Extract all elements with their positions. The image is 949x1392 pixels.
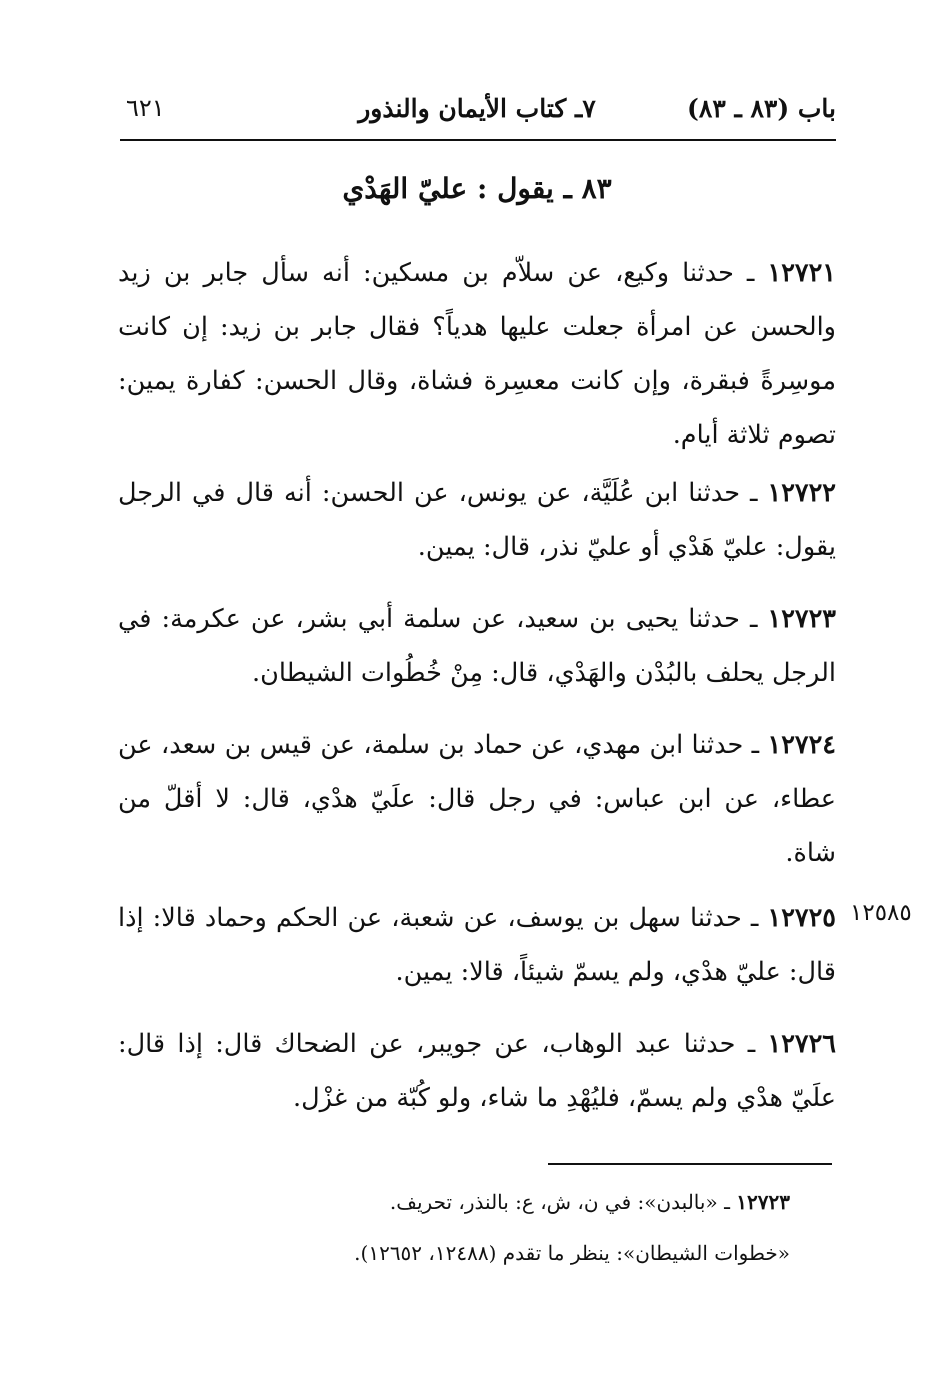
section-title: ٨٣ ـ يقول : عليّ الهَدْي (342, 172, 612, 205)
header-book-title: ٧ـ كتاب الأيمان والنذور (358, 94, 596, 123)
hadith-number: ١٢٧٢٤ (767, 730, 836, 760)
hadith-text: ـ حدثنا يحيى بن سعيد، عن سلمة أبي بشر، عن عكرمة: في الرجل يحلف بالبُدْن والهَدْي، قال: مِنْ خُطُوات الشيطان. (118, 604, 836, 688)
footnote-text: «خطوات الشيطان»: ينظر ما تقدم (١٢٤٨٨، ١٢٦٥٢). (354, 1241, 790, 1265)
footnote (200, 1190, 790, 1214)
footnote-rule (548, 1163, 832, 1165)
hadith-number: ١٢٧٢٣ (767, 604, 836, 634)
hadith-text: ـ حدثنا وكيع، عن سلاّم بن مسكين: أنه سأل جابر بن زيد والحسن عن امرأة جعلت عليها هدياً؟ فقال جابر بن زيد: إن كانت موسِرةً فبقرة، وإن كانت معسِرة فشاة، وقال الحسن: كفارة يمين: تصوم ثلاثة أيام. (118, 258, 836, 450)
header-rule (120, 139, 836, 141)
hadith-number: ١٢٧٢١ (767, 258, 836, 288)
header-chapter-range: باب (٨٣ ـ ٨٣) (687, 94, 836, 123)
footnote-number: ١٢٧٢٣ (736, 1190, 790, 1214)
hadith-entry (118, 592, 836, 700)
hadith-entry (118, 246, 836, 462)
hadith-number: ١٢٧٢٥ (767, 903, 836, 933)
margin-reference-number: ١٢٥٨٥ (850, 900, 912, 926)
running-header (118, 88, 836, 140)
footnote-text: ـ «بالبدن»: في ن، ش، ع: بالنذر، تحريف. (389, 1190, 737, 1214)
hadith-text: ـ حدثنا ابن عُلَيَّة، عن يونس، عن الحسن: أنه قال في الرجل يقول: عليّ هَدْي أو عليّ نذر، قال: يمين. (118, 478, 836, 562)
hadith-entry (118, 718, 836, 880)
hadith-text: ـ حدثنا سهل بن يوسف، عن شعبة، عن الحكم وحماد قالا: إذا قال: عليّ هدْي، ولم يسمّ شيئاً، قالا: يمين. (118, 903, 836, 987)
hadith-number: ١٢٧٢٦ (767, 1029, 836, 1059)
hadith-entry (118, 891, 836, 999)
hadith-entry (118, 1017, 836, 1125)
page-number: ٦٢١ (126, 94, 165, 122)
hadith-number: ١٢٧٢٢ (767, 478, 836, 508)
hadith-text: ـ حدثنا عبد الوهاب، عن جويبر، عن الضحاك قال: إذا قال: علَيّ هدْي ولم يسمّ، فليُهْدِ ما شاء، ولو كُبّة من غزْل. (118, 1029, 836, 1113)
hadith-entry (118, 466, 836, 574)
footnote (200, 1241, 790, 1265)
hadith-text: ـ حدثنا ابن مهدي، عن حماد بن سلمة، عن قيس بن سعد، عن عطاء، عن ابن عباس: في رجل قال: علَيّ هدْي، قال: لا أقلّ من شاة. (118, 730, 836, 868)
